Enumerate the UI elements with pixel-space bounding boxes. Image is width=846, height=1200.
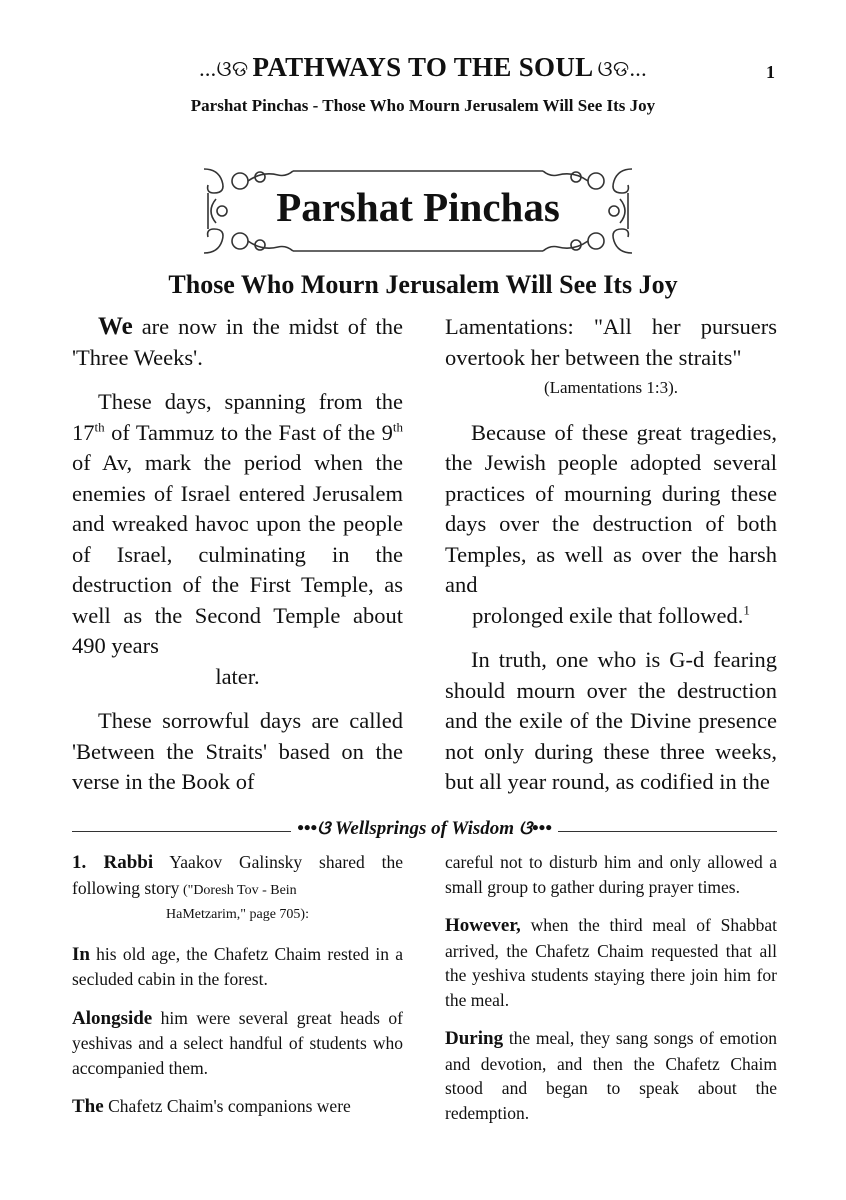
footnote-paragraph [445,913,777,1012]
lead-word: The [72,1096,104,1117]
footnote-paragraph [72,1006,403,1081]
citation: ("Doresh Tov - Bein [179,882,297,898]
running-header [0,52,846,83]
page-number: 1 [766,62,775,82]
left-ornament: ...ଓଡ [199,56,249,81]
footnote-paragraph [445,1026,777,1125]
lead-word: We [98,313,133,340]
publication-title: PATHWAYS TO THE SOUL [252,52,594,82]
lead-word: Alongside [72,1007,153,1029]
body-column-left [72,312,403,812]
paragraph-text: are now in the midst of the 'Three Weeks'. [72,314,403,370]
paragraph: In truth, one who is G-d fearing should mourn over the destruction and the exile of the Divine presence not only during these three weeks, but all year round, as codified in the [445,647,777,794]
paragraph-text: These days, spanning from the 17 [72,389,403,445]
title-frame [198,163,638,259]
paragraph-text: of Av, mark the period when the enemies of Israel entered Jerusalem and wreaked havoc upon the people of Israel, culminating in the destruction of the First Temple, as well as the Second Temple about 490 years [72,450,403,658]
frame-title: Parshat Pinchas [276,184,560,230]
superscript: th [94,419,105,434]
paragraph: Lamentations: "All her pursuers overtook her between the straits" [445,314,777,370]
header-subtitle: Parshat Pinchas - Those Who Mourn Jerusalem Will See Its Joy [190,96,656,115]
right-ornament: ଓଡ... [597,56,647,81]
paragraph [72,312,403,373]
paragraph-text: him were several great heads of yeshivas and a select handful of students who accompanied them. [72,1007,403,1078]
divider-label: Wellsprings of Wisdom [334,818,515,839]
scroll-ornament-icon: •••ଓ [297,818,335,839]
paragraph-text: prolonged exile that followed. [472,602,744,628]
paragraph [72,387,403,662]
footnote-paragraph [72,850,403,903]
paragraph-text: the meal, they sang songs of emotion and devotion, and then the Chafetz Chaim stood and began to speak about the redemption. [445,1028,777,1123]
lead-word: In [72,943,90,965]
article-heading: Those Who Mourn Jerusalem Will See Its Joy [168,270,678,299]
paragraph-text: Yaakov Galinsky shared the following story [72,852,403,898]
footnote-marker: 1 [743,602,750,617]
footnote-column-left [72,850,403,1134]
scroll-ornament-icon: ଓ••• [514,818,552,839]
paragraph-text: Chafetz Chaim's companions were [103,1096,351,1116]
footnote-paragraph: careful not to disturb him and only allowed a small group to gather during prayer times. [445,852,777,897]
footnote-paragraph [72,942,403,992]
lead-word: However, [445,915,521,936]
paragraph-text: his old age, the Chafetz Chaim rested in a secluded cabin in the forest. [72,943,403,989]
paragraph-last-line [445,601,777,632]
lead-word: 1. Rabbi [72,852,154,873]
paragraph-text: when the third meal of Shabbat arrived, the Chafetz Chaim requested that all the yeshiva students staying there join him for the meal. [445,915,777,1010]
citation: (Lamentations 1:3). [543,378,679,397]
paragraph-text: of Tammuz to the Fast of the 9 [104,419,393,445]
footnote-column-right [445,850,777,1139]
paragraph-last-line: later. [215,663,260,689]
footnote-paragraph [72,1094,403,1120]
body-column-right [445,312,777,812]
paragraph: Because of these great tragedies, the Jewish people adopted several practices of mourning during these days over the destruction of both Temples, as well as over the harsh and [445,419,777,597]
superscript: th [392,419,403,434]
citation: HaMetzarim," page 705): [166,907,309,922]
lead-word: During [445,1028,504,1049]
paragraph: These sorrowful days are called 'Between the Straits' based on the verse in the Book of [72,708,403,794]
section-divider [72,818,777,844]
